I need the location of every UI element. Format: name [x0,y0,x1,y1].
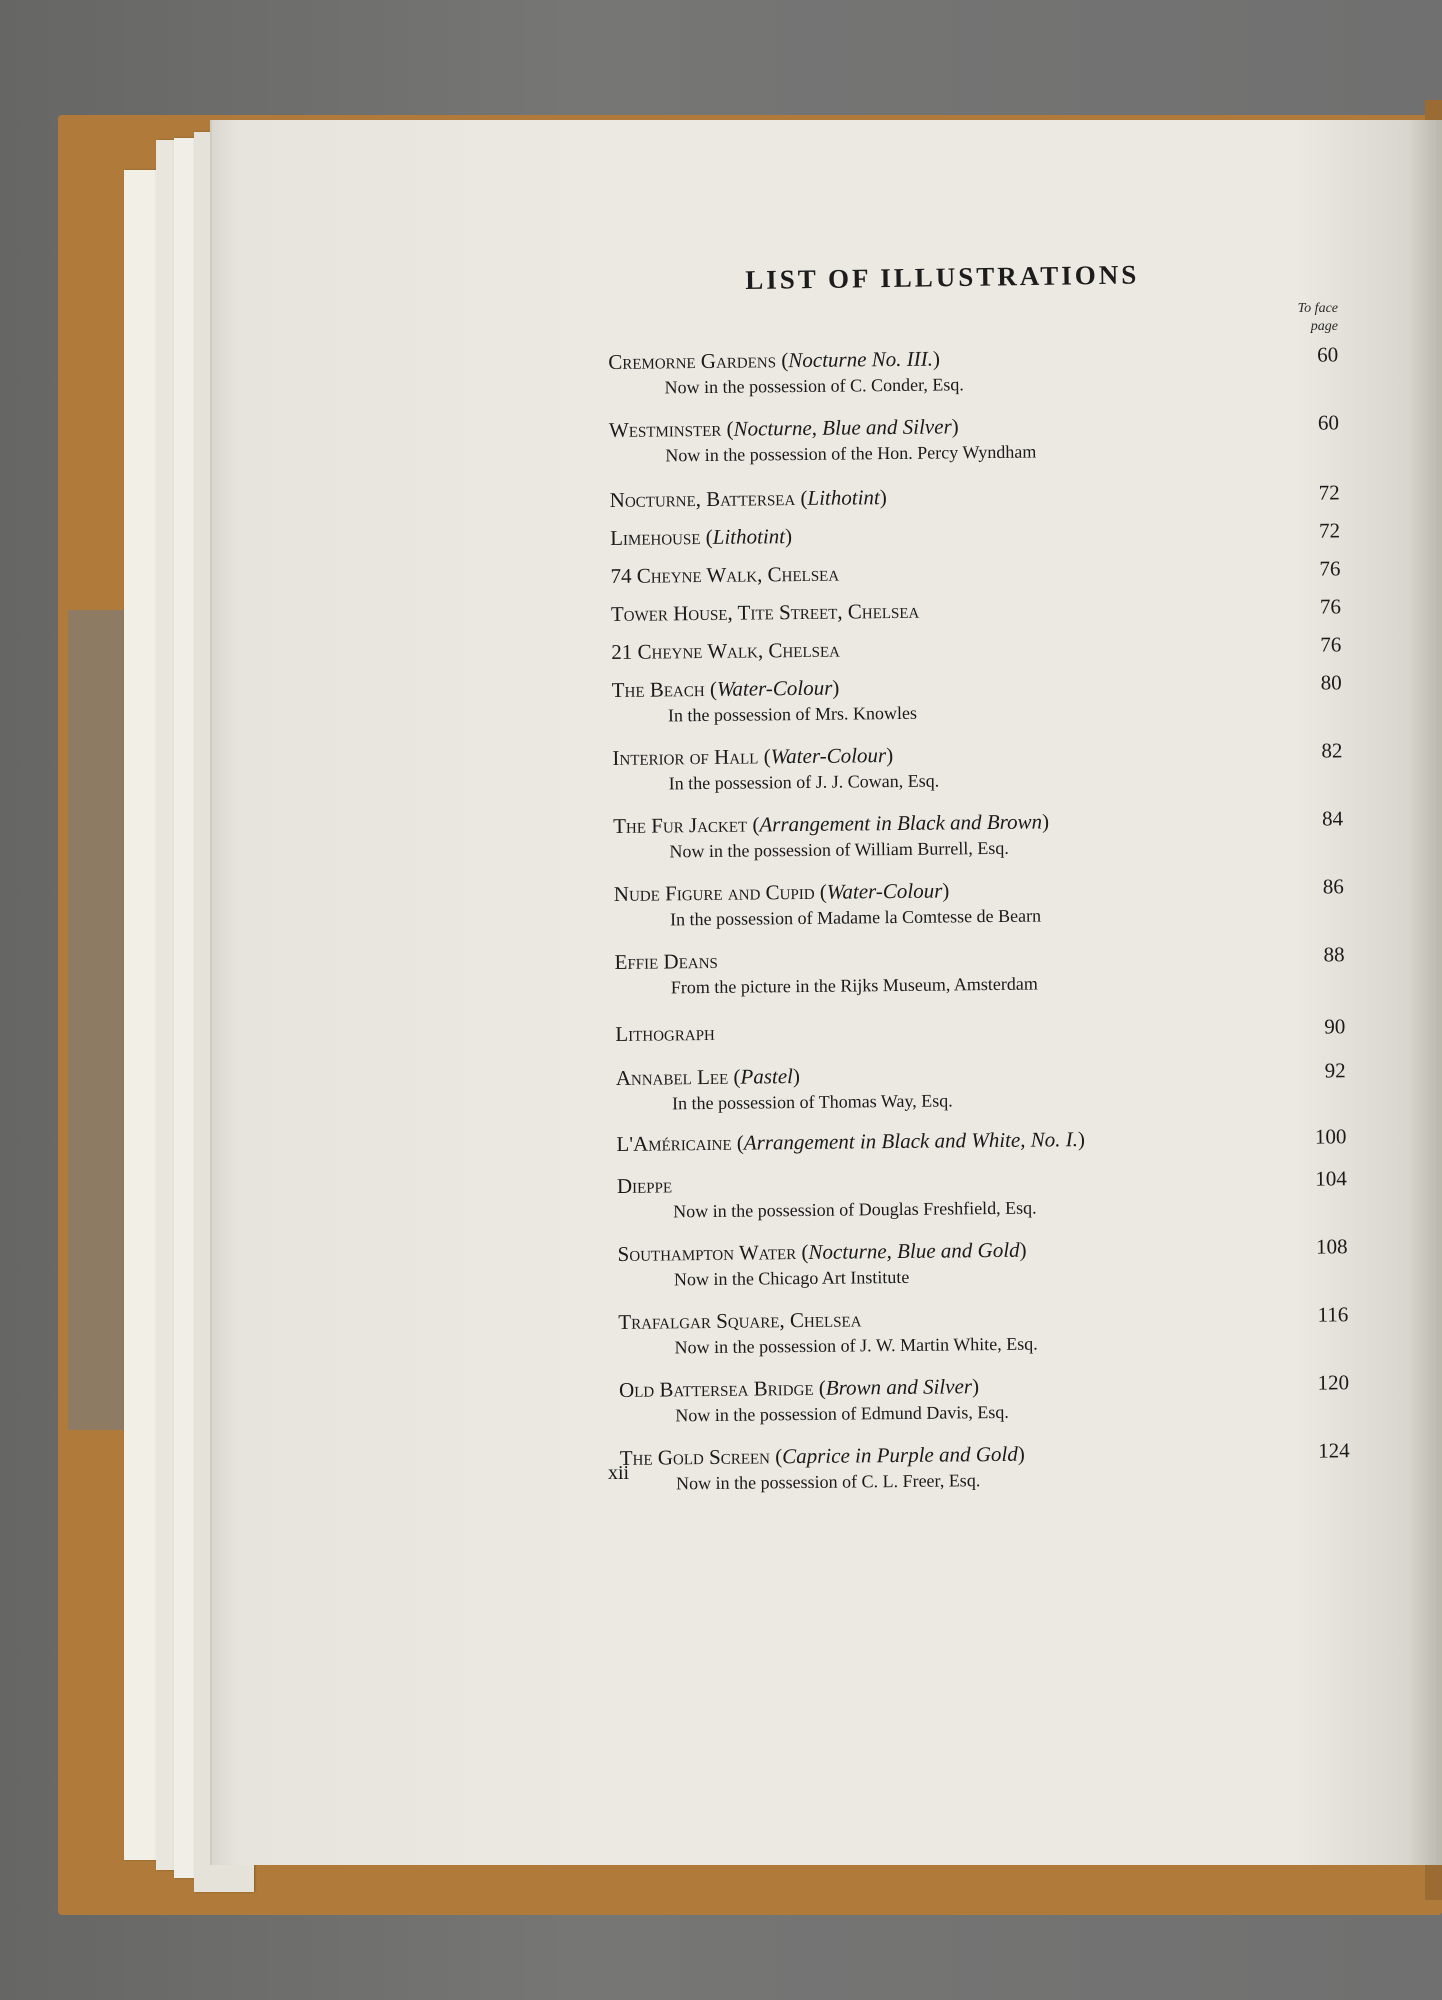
illustration-name: 21 Cheyne Walk, Chelsea [611,637,841,664]
page-number: 124 [1318,1438,1350,1463]
illustration-name: Lithograph [615,1020,715,1046]
illustration-title: Old Battersea Bridge (Brown and Silver) [618,1374,980,1402]
illustration-title: Interior of Hall (Water-Colour) [612,743,894,770]
page-number: 60 [1317,410,1340,435]
page-number: 90 [1324,1014,1346,1039]
illustration-medium: Lithotint [712,524,786,549]
illustration-name: Limehouse [609,525,701,550]
illustration-owner: Now in the possession of the Hon. Percy Wyndham [665,441,1037,466]
page-number: 116 [1317,1302,1349,1327]
illustration-title: Nude Figure and Cupid (Water-Colour) [613,878,950,906]
list-item [608,340,1339,400]
illustration-title [611,592,1341,628]
list-item [609,408,1340,468]
page-number: 72 [1318,518,1341,543]
page-number: 82 [1321,738,1343,763]
page-number: 72 [1318,480,1340,505]
illustration-name: Southampton Water [617,1240,797,1266]
list-item [612,736,1343,796]
illustration-owner: Now in the possession of William Burrell, Esq. [669,837,1009,862]
illustration-title: Nocturne, Battersea (Lithotint) [609,485,887,512]
page-number: 60 [1317,342,1339,367]
illustration-name: Cremorne Gardens [608,348,777,374]
illustration-name: Tower House, Tite Street, Chelsea [610,598,920,626]
illustration-owner: In the possession of Thomas Way, Esq. [671,1090,953,1114]
list-item [611,630,1341,666]
list-item [614,872,1345,932]
illustration-owner: In the possession of Madame la Comtesse de Bearn [670,905,1042,930]
illustration-medium: Arrangement in Black and White, No. I. [743,1127,1079,1155]
page-number: 100 [1314,1124,1347,1149]
illustration-medium: Water-Colour [716,675,833,701]
list-item [612,668,1343,728]
list-item [614,940,1345,1000]
illustration-owner: Now in the possession of Edmund Davis, Esq. [675,1401,1009,1426]
illustration-owner: From the picture in the Rijks Museum, Amsterdam [670,973,1038,998]
illustration-title: The Fur Jacket (Arrangement in Black and Brown) [613,809,1050,838]
page-number: 80 [1320,670,1342,695]
illustration-name: The Gold Screen [619,1444,771,1470]
list-item [610,516,1340,552]
illustration-name: Westminster [608,416,722,442]
illustration-medium: Nocturne, Blue and Silver [733,414,952,441]
list-item [611,592,1341,628]
list-item [616,1056,1347,1116]
illustration-name: Nocturne, Battersea [609,486,796,512]
illustration-name: Effie Deans [614,948,718,974]
illustration-title: Limehouse (Lithotint) [609,524,793,550]
illustration-name: The Beach [611,677,705,702]
page-folio: xii [608,1462,630,1484]
list-item [616,1122,1346,1158]
illustration-owner: In the possession of Mrs. Knowles [667,702,918,726]
list-item [619,1368,1350,1428]
illustration-medium: Lithotint [807,485,880,510]
illustration-owner: Now in the possession of C. L. Freer, Esq. [675,1470,981,1494]
illustration-owner: Now in the possession of Douglas Freshfield, Esq. [673,1197,1037,1222]
list-item [617,1232,1348,1292]
illustration-medium: Nocturne No. III. [788,346,934,373]
illustration-name: L'Américaine [616,1130,732,1156]
illustration-title: The Beach (Water-Colour) [611,675,840,702]
illustration-name: The Fur Jacket [613,812,748,838]
page-number: 76 [1319,594,1341,619]
column-note-line: page [1310,319,1338,334]
list-item [610,478,1340,514]
illustration-owner: Now in the Chicago Art Institute [673,1266,910,1290]
illustration-name: Annabel Lee [615,1064,729,1090]
column-note-line: To face [1297,301,1338,316]
illustration-name: Nude Figure and Cupid [613,879,815,906]
illustration-owner: Now in the possession of J. W. Martin White, Esq. [674,1333,1038,1358]
illustration-name: Old Battersea Bridge [618,1375,814,1402]
illustration-medium: Water-Colour [770,743,887,769]
list-item [615,1012,1345,1048]
illustration-name: Dieppe [616,1173,673,1198]
page-number: 76 [1320,632,1342,657]
illustration-title [615,1012,1345,1048]
illustration-title: L'Américaine (Arrangement in Black and White, No. I.) [616,1127,1086,1156]
illustration-name: Trafalgar Square, Chelsea [618,1307,862,1334]
illustration-owner: Now in the possession of C. Conder, Esq. [664,374,964,398]
illustration-name: Interior of Hall [612,744,759,770]
page-number: 84 [1321,806,1344,831]
list-item [617,1164,1348,1224]
illustration-title: The Gold Screen (Caprice in Purple and Gold) [619,1441,1025,1470]
illustration-medium: Caprice in Purple and Gold [782,1441,1018,1469]
page-number: 108 [1315,1234,1348,1259]
illustration-medium: Pastel [740,1064,794,1089]
illustration-medium: Nocturne, Blue and Gold [808,1237,1020,1264]
illustration-title: Annabel Lee (Pastel) [615,1064,801,1090]
illustration-medium: Arrangement in Black and Brown [759,809,1043,837]
illustration-medium: Water-Colour [826,878,943,904]
illustration-medium: Brown and Silver [825,1374,973,1400]
illustration-title [610,554,1340,590]
illustration-title [611,630,1341,666]
list-item [620,1436,1351,1496]
list-item [610,554,1340,590]
page-number: 76 [1319,556,1341,581]
illustrations-list [608,328,1350,1496]
illustration-owner: In the possession of J. J. Cowan, Esq. [668,770,940,794]
page-heading: LIST OF ILLUSTRATIONS [745,259,1140,295]
page-number: 120 [1317,1370,1350,1395]
illustration-name: 74 Cheyne Walk, Chelsea [610,561,840,588]
page-number: 88 [1323,942,1345,967]
page-number: 86 [1322,874,1344,899]
page-number: 104 [1315,1166,1347,1191]
page-number: 92 [1324,1058,1346,1083]
illustration-title: Westminster (Nocturne, Blue and Silver) [608,414,959,442]
illustration-title: Southampton Water (Nocturne, Blue and Gold) [617,1237,1027,1266]
illustration-title: Cremorne Gardens (Nocturne No. III.) [608,346,941,374]
list-item [613,804,1344,864]
list-item [618,1300,1349,1360]
